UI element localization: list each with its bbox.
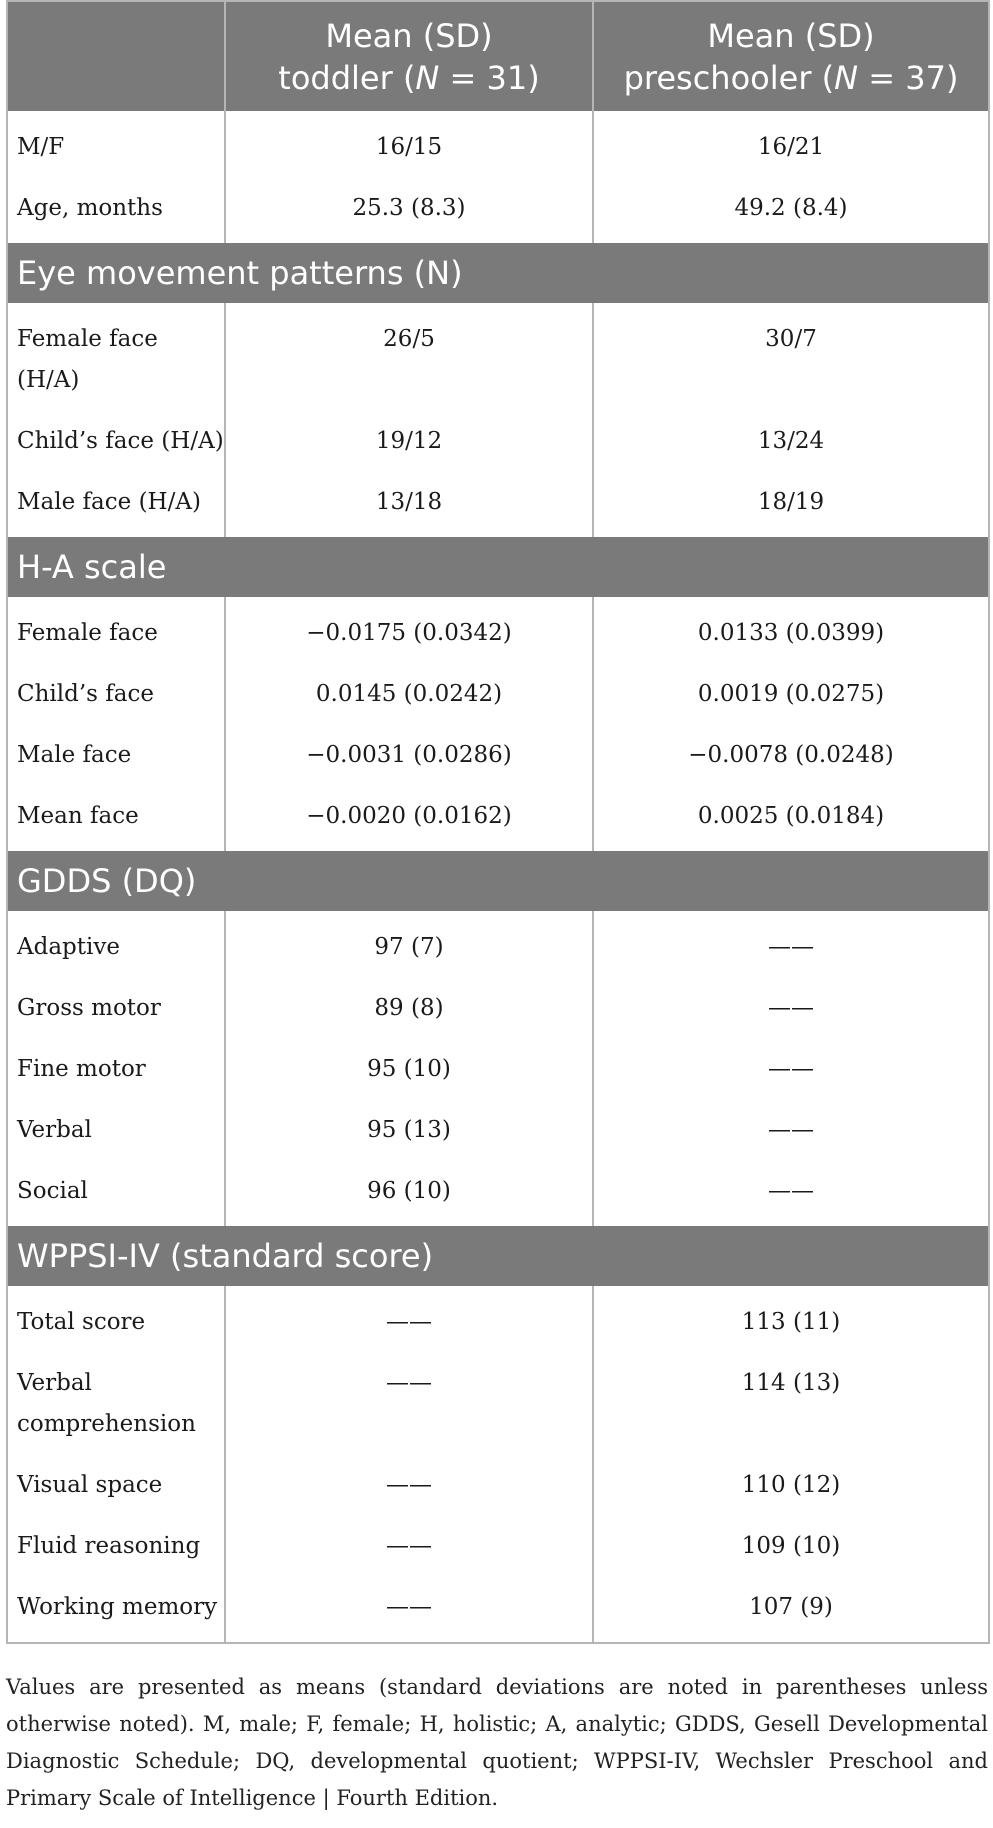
preschooler-value: —— [768,934,814,960]
row-label: Female face [7,597,225,664]
header-toddler-line1: Mean (SD) [325,16,493,55]
row-label: Gross motor [7,978,225,1039]
table-row [7,1161,989,1226]
row-label: Verbal comprehension [7,1353,225,1455]
toddler-value: 26/5 [225,303,593,411]
preschooler-value: 109 (10) [741,1533,841,1559]
table-body [7,111,989,1643]
preschooler-value: 113 (11) [741,1309,841,1335]
preschooler-value: −0.0078 (0.0248) [688,742,894,768]
preschooler-value: 13/24 [757,428,825,454]
row-label: Fine motor [7,1039,225,1100]
preschooler-value: —— [768,995,814,1021]
preschooler-value: 0.0133 (0.0399) [697,620,885,646]
row-label: Child’s face [7,664,225,725]
toddler-value: 19/12 [225,411,593,472]
preschooler-value: 16/21 [757,134,825,160]
preschooler-value: —— [768,1117,814,1143]
section-title: Eye movement patterns (N) [7,243,989,303]
header-toddler-line2-post: = 31) [439,58,540,97]
table-row [7,597,989,664]
row-label: Social [7,1161,225,1226]
row-label: M/F [7,111,225,178]
toddler-value: 89 (8) [225,978,593,1039]
section-header-row [7,537,989,597]
row-label: Total score [7,1286,225,1353]
table-row [7,786,989,851]
table-row [7,1577,989,1643]
section-header-row [7,1226,989,1286]
section-title: WPPSI-IV (standard score) [7,1226,989,1286]
table-row [7,1353,989,1455]
section-header-row [7,243,989,303]
header-preschooler-line1: Mean (SD) [707,16,875,55]
toddler-value: 95 (13) [225,1100,593,1161]
section-header-row [7,851,989,911]
header-toddler [225,1,593,111]
row-label: Female face (H/A) [7,303,225,411]
preschooler-value: 0.0025 (0.0184) [697,803,885,829]
toddler-value: 96 (10) [225,1161,593,1226]
row-label: Visual space [7,1455,225,1516]
table-row [7,472,989,537]
header-preschooler-line2-pre: preschooler ( [623,58,835,97]
table-header-row [7,1,989,111]
table-row [7,1286,989,1353]
toddler-value: 0.0145 (0.0242) [225,664,593,725]
row-label: Child’s face (H/A) [7,411,225,472]
table-row [7,664,989,725]
preschooler-value: 18/19 [757,489,825,515]
header-preschooler [593,1,989,111]
toddler-value: −0.0031 (0.0286) [225,725,593,786]
preschooler-value: 107 (9) [749,1594,833,1620]
preschooler-value: 0.0019 (0.0275) [697,681,885,707]
demographics-table [6,0,990,1644]
row-label: Adaptive [7,911,225,978]
table-row [7,725,989,786]
toddler-value: —— [225,1353,593,1455]
table-row [7,1455,989,1516]
toddler-value: —— [225,1516,593,1577]
preschooler-value: —— [768,1178,814,1204]
row-label: Age, months [7,178,225,243]
toddler-value: −0.0175 (0.0342) [225,597,593,664]
row-label: Male face [7,725,225,786]
preschooler-value: 110 (12) [741,1472,841,1498]
data-table-container [6,0,988,1644]
toddler-value: 16/15 [225,111,593,178]
header-preschooler-line2-post: = 37) [858,58,959,97]
preschooler-value: 114 (13) [741,1370,841,1396]
toddler-value: 95 (10) [225,1039,593,1100]
toddler-value: —— [225,1577,593,1643]
header-toddler-line2-pre: toddler ( [278,58,416,97]
row-label: Fluid reasoning [7,1516,225,1577]
header-toddler-n: N [415,58,440,97]
section-title: H-A scale [7,537,989,597]
preschooler-value: 30/7 [765,326,817,352]
row-label: Mean face [7,786,225,851]
toddler-value: —— [225,1286,593,1353]
table-row [7,1516,989,1577]
section-title: GDDS (DQ) [7,851,989,911]
preschooler-value: 49.2 (8.4) [734,195,848,221]
table-row [7,111,989,178]
table-row [7,303,989,411]
row-label: Male face (H/A) [7,472,225,537]
toddler-value: 97 (7) [225,911,593,978]
row-label: Verbal [7,1100,225,1161]
preschooler-value: —— [768,1056,814,1082]
table-row [7,411,989,472]
header-empty-cell [7,1,225,111]
toddler-value: −0.0020 (0.0162) [225,786,593,851]
toddler-value: —— [225,1455,593,1516]
row-label: Working memory [7,1577,225,1643]
table-footnote: Values are presented as means (standard deviations are noted in parentheses unless otherwise noted). M, male; F, female; H, holistic; A, analytic; GDDS, Gesell Developmental Diagnostic Schedule; DQ, developmental quotient; WPPSI-IV, Wechsler Preschool and Primary Scale of Intelligence | Fourth Edition. [6,1675,988,1810]
header-preschooler-n: N [834,58,859,97]
table-row [7,1100,989,1161]
table-row [7,911,989,978]
toddler-value: 25.3 (8.3) [225,178,593,243]
toddler-value: 13/18 [225,472,593,537]
table-row [7,1039,989,1100]
table-row [7,978,989,1039]
table-row [7,178,989,243]
